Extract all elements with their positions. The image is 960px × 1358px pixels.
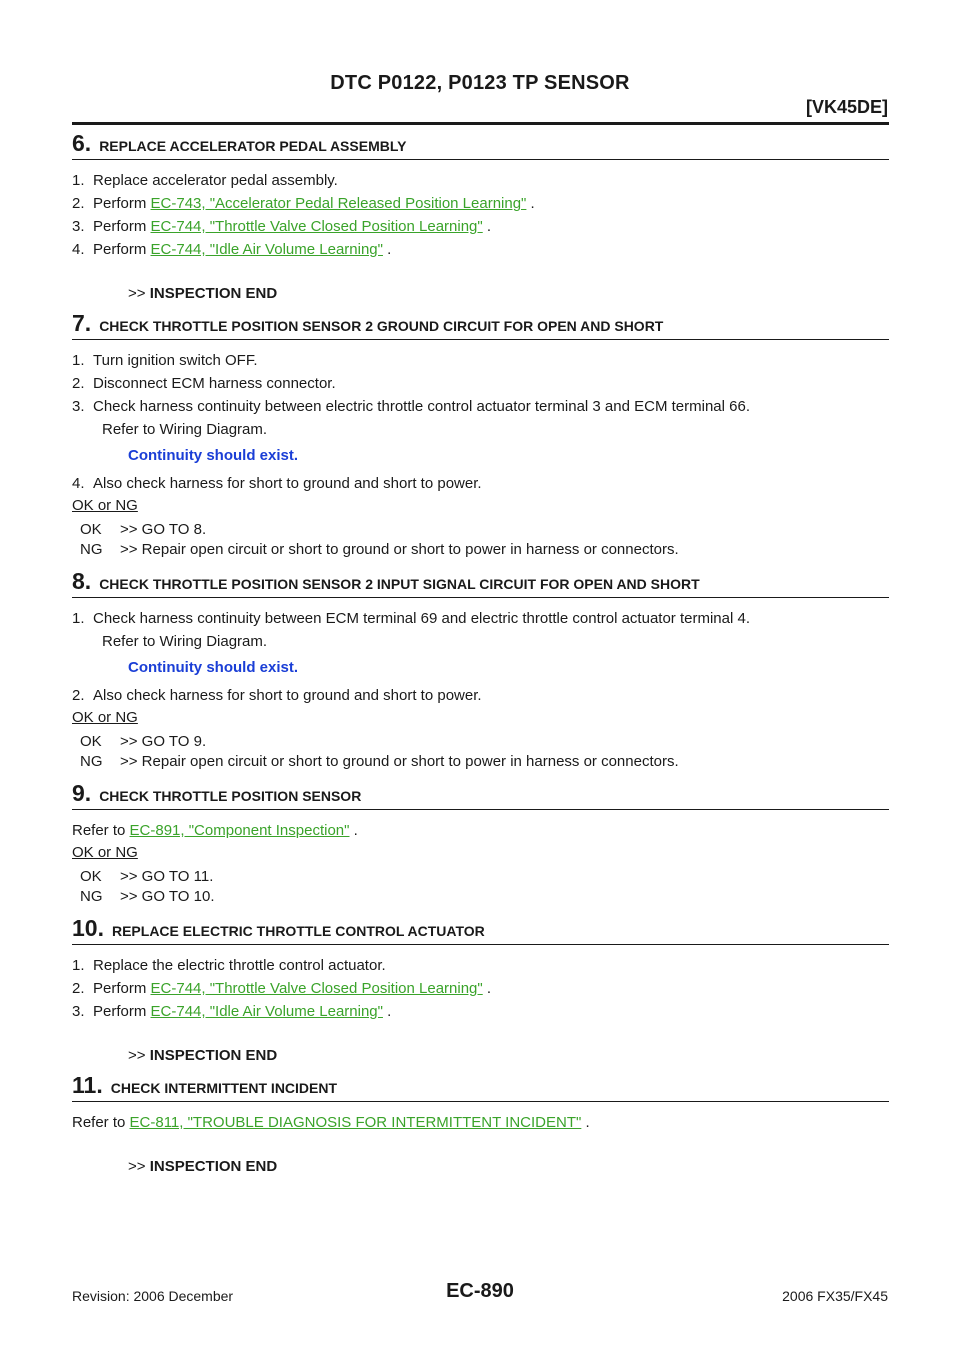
step-7-heading: [72, 312, 889, 340]
step-title: CHECK THROTTLE POSITION SENSOR: [99, 788, 362, 804]
list-item-continuation: Refer to Wiring Diagram.: [102, 633, 268, 650]
step-number: 10.: [72, 915, 104, 941]
step-number: 11.: [72, 1072, 103, 1098]
list-item: 1. Replace accelerator pedal assembly.: [72, 172, 338, 189]
step-number: 9.: [72, 780, 92, 806]
result-ng: NG >> Repair open circuit or short to ground or short to power in harness or connectors.: [80, 541, 679, 558]
list-item: 2. Also check harness for short to ground and short to power.: [72, 687, 482, 704]
reference-line: Refer to EC-891, "Component Inspection" .: [72, 822, 358, 839]
reference-line: Refer to EC-811, "TROUBLE DIAGNOSIS FOR INTERMITTENT INCIDENT" .: [72, 1114, 590, 1131]
list-item: 1. Check harness continuity between ECM terminal 69 and electric throttle control actuator terminal 4.: [72, 610, 750, 627]
step-title: CHECK THROTTLE POSITION SENSOR 2 GROUND CIRCUIT FOR OPEN AND SHORT: [99, 318, 664, 334]
list-item: 1. Replace the electric throttle control actuator.: [72, 957, 386, 974]
step-number: 8.: [72, 568, 92, 594]
step-11-heading: [72, 1074, 889, 1102]
content: [72, 132, 889, 1185]
inspection-end: >> INSPECTION END: [128, 1158, 278, 1175]
step-10-heading: [72, 917, 889, 945]
list-item: 3. Check harness continuity between electric throttle control actuator terminal 3 and ECM terminal 66.: [72, 398, 750, 415]
list-item: 2. Perform EC-743, "Accelerator Pedal Released Position Learning" .: [72, 195, 535, 212]
list-item: 4. Perform EC-744, "Idle Air Volume Learning" .: [72, 241, 392, 258]
spec-note: Continuity should exist.: [128, 447, 299, 464]
inspection-end: >> INSPECTION END: [128, 1047, 278, 1064]
list-item: 2. Disconnect ECM harness connector.: [72, 375, 336, 392]
footer-model: 2006 FX35/FX45: [782, 1288, 888, 1304]
step-title: CHECK THROTTLE POSITION SENSOR 2 INPUT SIGNAL CIRCUIT FOR OPEN AND SHORT: [99, 576, 700, 592]
ok-or-ng-label: OK or NG: [72, 844, 138, 861]
list-item: 4. Also check harness for short to ground and short to power.: [72, 475, 482, 492]
result-ok: OK >> GO TO 11.: [80, 868, 214, 885]
list-item: 1. Turn ignition switch OFF.: [72, 352, 258, 369]
footer-page-number: EC-890: [446, 1280, 514, 1302]
spec-note: Continuity should exist.: [128, 659, 299, 676]
step-8-heading: [72, 570, 889, 598]
list-item: 3. Perform EC-744, "Idle Air Volume Learning" .: [72, 1003, 392, 1020]
ok-or-ng-label: OK or NG: [72, 497, 138, 514]
step-title: CHECK INTERMITTENT INCIDENT: [110, 1080, 338, 1096]
step-number: 7.: [72, 310, 92, 336]
ok-or-ng-label: OK or NG: [72, 709, 138, 726]
inspection-end: >> INSPECTION END: [128, 285, 278, 302]
list-item-continuation: Refer to Wiring Diagram.: [102, 421, 268, 438]
step-9-heading: [72, 782, 889, 810]
link-throttle-closed-learning[interactable]: EC-744, "Throttle Valve Closed Position Learning": [150, 980, 483, 997]
result-ok: OK >> GO TO 8.: [80, 521, 207, 538]
link-idle-air-learning[interactable]: EC-744, "Idle Air Volume Learning": [150, 241, 383, 258]
list-item: 3. Perform EC-744, "Throttle Valve Closed Position Learning" .: [72, 218, 492, 235]
link-pedal-released-learning[interactable]: EC-743, "Accelerator Pedal Released Position Learning": [150, 195, 527, 212]
engine-tag: [VK45DE]: [805, 97, 888, 117]
step-6-heading: [72, 132, 889, 160]
footer-revision: Revision: 2006 December: [72, 1288, 234, 1304]
link-throttle-closed-learning[interactable]: EC-744, "Throttle Valve Closed Position Learning": [150, 218, 483, 235]
link-idle-air-learning[interactable]: EC-744, "Idle Air Volume Learning": [150, 1003, 383, 1020]
header-rule: [72, 122, 889, 125]
step-title: REPLACE ELECTRIC THROTTLE CONTROL ACTUATOR: [111, 923, 485, 939]
link-intermittent-incident[interactable]: EC-811, "TROUBLE DIAGNOSIS FOR INTERMITTENT INCIDENT": [129, 1114, 582, 1131]
result-ok: OK >> GO TO 9.: [80, 733, 207, 750]
page-title: DTC P0122, P0123 TP SENSOR: [330, 72, 630, 94]
result-ng: NG >> Repair open circuit or short to ground or short to power in harness or connectors.: [80, 753, 679, 770]
step-number: 6.: [72, 130, 92, 156]
link-component-inspection[interactable]: EC-891, "Component Inspection": [129, 822, 350, 839]
result-ng: NG >> GO TO 10.: [80, 888, 215, 905]
step-title: REPLACE ACCELERATOR PEDAL ASSEMBLY: [99, 138, 407, 154]
list-item: 2. Perform EC-744, "Throttle Valve Closed Position Learning" .: [72, 980, 492, 997]
